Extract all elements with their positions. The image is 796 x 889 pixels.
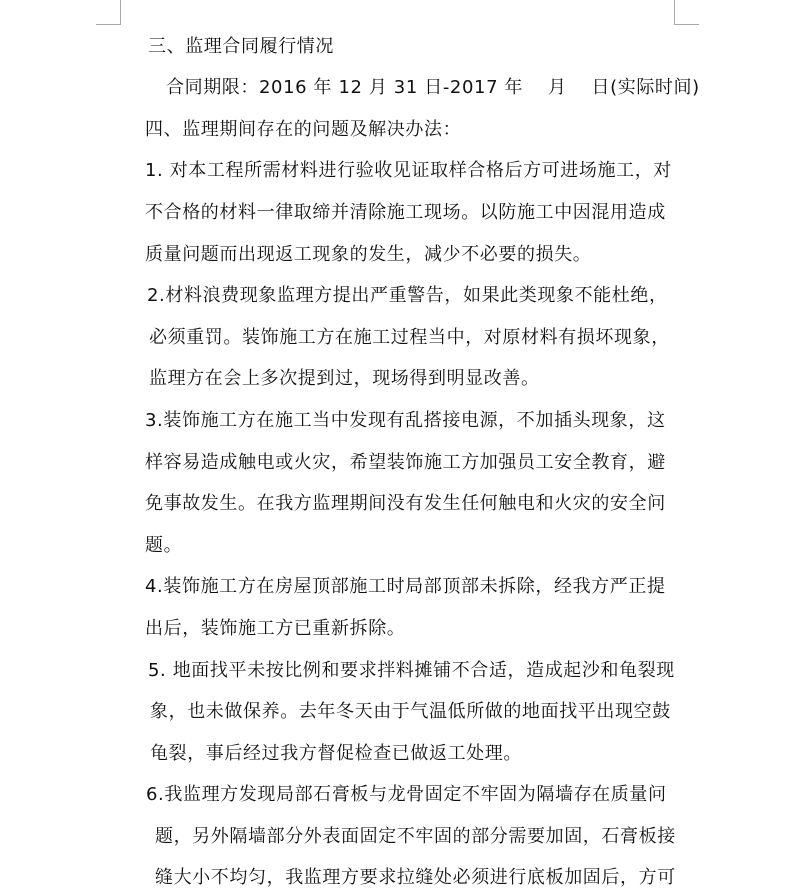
body-line: 题，另外隔墙部分外表面固定不牢固的部分需要加固，石膏板接	[155, 826, 676, 847]
body-line: 4.装饰施工方在房屋顶部施工时局部顶部未拆除，经我方严正提	[145, 576, 666, 597]
body-line: 质量问题而出现返工现象的发生，减少不必要的损失。	[145, 244, 592, 265]
body-line: 3.装饰施工方在施工当中发现有乱搭接电源，不加插头现象，这	[145, 410, 666, 431]
body-line: 缝大小不均匀，我监理方要求拉缝处必须进行底板加固后，方可	[155, 867, 676, 888]
body-line: 6.我监理方发现局部石膏板与龙骨固定不牢固为隔墙存在质量问	[146, 784, 667, 805]
body-line: 免事故发生。在我方监理期间没有发生任何触电和火灾的安全问	[145, 493, 666, 514]
body-line: 龟裂，事后经过我方督促检查已做返工处理。	[150, 743, 522, 764]
contract-period: 合同期限：2016 年 12 月 31 日-2017 年 月 日(实际时间)	[166, 77, 700, 98]
section-3-heading: 三、监理合同履行情况	[148, 36, 334, 57]
body-line: 题。	[145, 535, 183, 556]
body-line: 出后，装饰施工方已重新拆除。	[145, 618, 406, 639]
body-line: 样容易造成触电或火灾，希望装饰施工方加强员工安全教育，避	[145, 452, 666, 473]
body-line: 5. 地面找平未按比例和要求拌料摊铺不合适，造成起沙和龟裂现	[148, 660, 675, 681]
body-line: 2.材料浪费现象监理方提出严重警告，如果此类现象不能杜绝，	[147, 285, 668, 306]
body-line: 必须重罚。装饰施工方在施工过程当中，对原材料有损坏现象，	[149, 327, 670, 348]
body-line: 不合格的材料一律取缔并清除施工现场。以防施工中因混用造成	[145, 202, 666, 223]
section-4-heading: 四、监理期间存在的问题及解决办法：	[145, 119, 462, 140]
body-line: 象，也未做保养。去年冬天由于气温低所做的地面找平出现空鼓	[150, 701, 671, 722]
body-line: 1. 对本工程所需材料进行验收见证取样合格后方可进场施工，对	[145, 160, 672, 181]
body-line: 监理方在会上多次提到过，现场得到明显改善。	[149, 368, 540, 389]
